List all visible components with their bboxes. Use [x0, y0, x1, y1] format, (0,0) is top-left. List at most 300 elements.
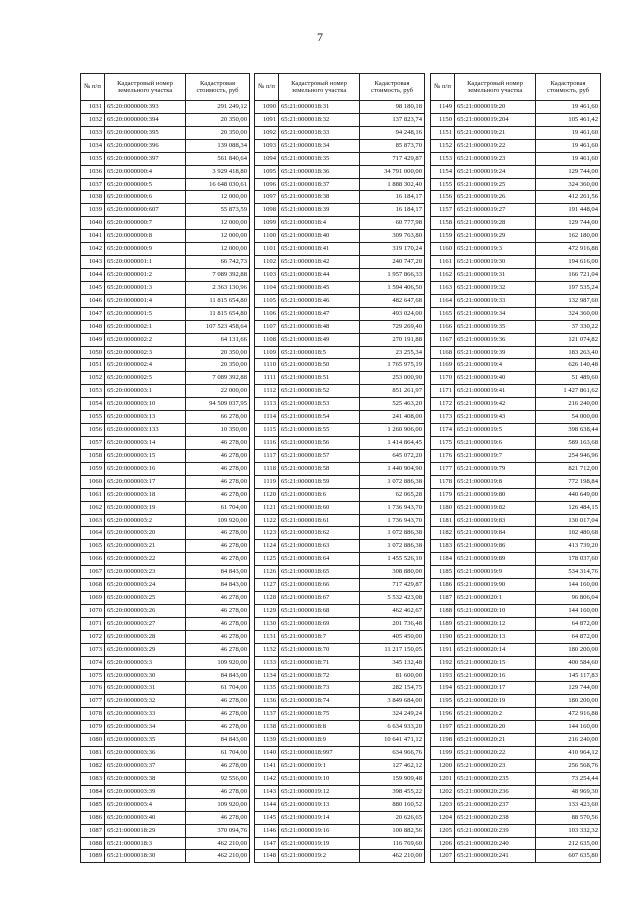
row-number: 1204: [431, 811, 455, 824]
cadastral-number: 65:21:0000019:22: [455, 139, 536, 152]
table-row: [431, 747, 601, 760]
cadastral-number: 65:20:0000003:133: [105, 424, 186, 437]
row-number: 1035: [81, 152, 105, 165]
table-row: [81, 527, 250, 540]
row-number: 1045: [81, 281, 105, 294]
table-row: [431, 204, 601, 217]
table-row: [255, 760, 425, 773]
cadastral-value: 46 278,00: [186, 527, 250, 540]
table-row: [81, 307, 250, 320]
cadastral-value: 1 957 866,33: [360, 268, 425, 281]
row-number: 1042: [81, 243, 105, 256]
cadastral-value: 94 248,16: [360, 126, 425, 139]
row-number: 1100: [255, 230, 279, 243]
cadastral-value: 60 777,98: [360, 217, 425, 230]
table-row: [255, 656, 425, 669]
cadastral-value: 772 198,84: [536, 475, 601, 488]
cadastral-value: 94 509 037,95: [186, 398, 250, 411]
cadastral-number: 65:21:0000018:41: [279, 243, 360, 256]
cadastral-value: 493 024,00: [360, 307, 425, 320]
table-row: [431, 101, 601, 114]
cadastral-value: 37 330,22: [536, 320, 601, 333]
cadastral-number: 65:21:0000018:59: [279, 475, 360, 488]
table-row: [81, 501, 250, 514]
row-number: 1131: [255, 630, 279, 643]
cadastral-number: 65:21:0000019:31: [455, 268, 536, 281]
cadastral-value: 462 210,00: [186, 837, 250, 850]
cadastral-value: 253 000,90: [360, 372, 425, 385]
cadastral-value: 144 160,00: [536, 721, 601, 734]
row-number: 1129: [255, 604, 279, 617]
row-number: 1200: [431, 760, 455, 773]
cadastral-number: 65:20:0000003:21: [105, 540, 186, 553]
cadastral-number: 65:21:0000019:30: [455, 256, 536, 269]
table-row: [255, 333, 425, 346]
cadastral-value: 46 278,00: [186, 475, 250, 488]
cadastral-number: 65:21:0000019:29: [455, 230, 536, 243]
table-row: [255, 785, 425, 798]
header-cadastral-number: Кадастровый номер земельного участка: [279, 74, 360, 101]
cadastral-number: 65:21:0000018:46: [279, 294, 360, 307]
cadastral-number: 65:20:0000002:2: [105, 333, 186, 346]
cadastral-value: 212 635,00: [536, 837, 601, 850]
cadastral-number: 65:20:0000003:35: [105, 734, 186, 747]
cadastral-value: 84 843,00: [186, 579, 250, 592]
row-number: 1066: [81, 553, 105, 566]
row-number: 1117: [255, 449, 279, 462]
cadastral-number: 65:21:0000020:23: [455, 760, 536, 773]
cadastral-value: 54 000,00: [536, 411, 601, 424]
row-number: 1031: [81, 101, 105, 114]
row-number: 1046: [81, 294, 105, 307]
cadastral-number: 65:21:0000018:9: [279, 734, 360, 747]
row-number: 1173: [431, 411, 455, 424]
cadastral-value: 12 000,00: [186, 230, 250, 243]
table-row: [81, 630, 250, 643]
cadastral-number: 65:20:0000001:1: [105, 256, 186, 269]
table-row: [255, 811, 425, 824]
cadastral-value: 109 920,00: [186, 656, 250, 669]
table-row: [431, 656, 601, 669]
cadastral-value: 194 616,00: [536, 256, 601, 269]
table-row: [431, 579, 601, 592]
table-row: [431, 243, 601, 256]
row-number: 1197: [431, 721, 455, 734]
row-number: 1141: [255, 760, 279, 773]
cadastral-number: 65:21:0000019:26: [455, 191, 536, 204]
header-cadastral-value: Кадастровая стоимость, руб: [536, 74, 601, 101]
table-row: [81, 708, 250, 721]
table-row: [431, 721, 601, 734]
cadastral-value: 109 920,00: [186, 514, 250, 527]
row-number: 1180: [431, 501, 455, 514]
row-number: 1109: [255, 346, 279, 359]
cadastral-value: 46 278,00: [186, 488, 250, 501]
header-cadastral-value: Кадастровая стоимость, руб: [360, 74, 425, 101]
cadastral-value: 64 872,00: [536, 617, 601, 630]
table-row: [431, 307, 601, 320]
row-number: 1160: [431, 243, 455, 256]
row-number: 1165: [431, 307, 455, 320]
cadastral-number: 65:21:0000018:5: [279, 346, 360, 359]
cadastral-number: 65:21:0000018:71: [279, 656, 360, 669]
cadastral-value: 880 160,52: [360, 798, 425, 811]
row-number: 1079: [81, 721, 105, 734]
cadastral-number: 65:20:0000003:40: [105, 811, 186, 824]
row-number: 1110: [255, 359, 279, 372]
row-number: 1111: [255, 372, 279, 385]
row-number: 1107: [255, 320, 279, 333]
row-number: 1081: [81, 747, 105, 760]
table-row: [255, 772, 425, 785]
row-number: 1157: [431, 204, 455, 217]
table-row: [255, 385, 425, 398]
row-number: 1033: [81, 126, 105, 139]
row-number: 1088: [81, 837, 105, 850]
row-number: 1048: [81, 320, 105, 333]
cadastral-number: 65:21:0000019:20: [455, 101, 536, 114]
table-row: [431, 501, 601, 514]
cadastral-number: 65:21:0000018:45: [279, 281, 360, 294]
table-row: [431, 592, 601, 605]
cadastral-number: 65:21:0000019:34: [455, 307, 536, 320]
row-number: 1176: [431, 449, 455, 462]
cadastral-value: 462 210,00: [360, 850, 425, 863]
cadastral-value: 410 964,12: [536, 747, 601, 760]
table-row: [255, 126, 425, 139]
cadastral-number: 65:20:0000003:15: [105, 449, 186, 462]
row-number: 1112: [255, 385, 279, 398]
table-row: [81, 785, 250, 798]
cadastral-value: 46 278,00: [186, 630, 250, 643]
table-row: [431, 256, 601, 269]
table-row: [81, 256, 250, 269]
cadastral-number: 65:21:0000019:35: [455, 320, 536, 333]
cadastral-number: 65:21:0000018:61: [279, 514, 360, 527]
cadastral-number: 65:21:0000020:238: [455, 811, 536, 824]
row-number: 1178: [431, 475, 455, 488]
row-number: 1146: [255, 824, 279, 837]
cadastral-number: 65:21:0000018:54: [279, 411, 360, 424]
row-number: 1196: [431, 708, 455, 721]
row-number: 1207: [431, 850, 455, 863]
cadastral-value: 1 414 864,45: [360, 436, 425, 449]
cadastral-number: 65:20:0000003:18: [105, 488, 186, 501]
table-row: [431, 424, 601, 437]
row-number: 1136: [255, 695, 279, 708]
table-row: [255, 747, 425, 760]
table-row: [255, 139, 425, 152]
cadastral-value: 19 461,60: [536, 101, 601, 114]
cadastral-value: 607 635,80: [536, 850, 601, 863]
cadastral-number: 65:21:0000020:17: [455, 682, 536, 695]
cadastral-value: 16 648 030,61: [186, 178, 250, 191]
table-row: [81, 281, 250, 294]
cadastral-number: 65:21:0000020:239: [455, 824, 536, 837]
cadastral-value: 308 880,00: [360, 566, 425, 579]
table-row: [81, 669, 250, 682]
row-number: 1061: [81, 488, 105, 501]
row-number: 1058: [81, 449, 105, 462]
cadastral-value: 2 363 130,96: [186, 281, 250, 294]
cadastral-number: 65:21:0000019:33: [455, 294, 536, 307]
cadastral-number: 65:20:0000003:33: [105, 708, 186, 721]
cadastral-number: 65:21:0000019:12: [279, 785, 360, 798]
cadastral-value: 73 254,44: [536, 772, 601, 785]
row-number: 1127: [255, 579, 279, 592]
cadastral-value: 717 429,87: [360, 152, 425, 165]
cadastral-value: 144 160,00: [536, 604, 601, 617]
row-number: 1167: [431, 333, 455, 346]
row-number: 1059: [81, 462, 105, 475]
cadastral-value: 64 872,00: [536, 630, 601, 643]
header-cadastral-number: Кадастровый номер земельного участка: [105, 74, 186, 101]
table-row: [255, 294, 425, 307]
row-number: 1137: [255, 708, 279, 721]
cadastral-number: 65:21:0000018:31: [279, 101, 360, 114]
cadastral-value: 46 278,00: [186, 811, 250, 824]
row-number: 1171: [431, 385, 455, 398]
cadastral-number: 65:20:0000003:30: [105, 669, 186, 682]
table-row: [255, 436, 425, 449]
cadastral-value: 133 423,60: [536, 798, 601, 811]
table-row: [255, 527, 425, 540]
table-row: [431, 113, 601, 126]
cadastral-number: 65:21:0000020:236: [455, 785, 536, 798]
row-number: 1108: [255, 333, 279, 346]
table-row: [431, 617, 601, 630]
cadastral-number: 65:20:0000001:2: [105, 268, 186, 281]
cadastral-value: 126 484,15: [536, 501, 601, 514]
cadastral-value: 55 873,59: [186, 204, 250, 217]
row-number: 1125: [255, 553, 279, 566]
row-number: 1168: [431, 346, 455, 359]
row-number: 1159: [431, 230, 455, 243]
cadastral-number: 65:20:0000001:4: [105, 294, 186, 307]
table-row: [255, 721, 425, 734]
cadastral-value: 7 089 392,88: [186, 372, 250, 385]
cadastral-value: 84 843,00: [186, 566, 250, 579]
cadastral-value: 84 843,00: [186, 669, 250, 682]
cadastral-value: 256 568,76: [536, 760, 601, 773]
table-row: [255, 850, 425, 863]
table-row: [255, 359, 425, 372]
cadastral-value: 162 180,00: [536, 230, 601, 243]
row-number: 1190: [431, 630, 455, 643]
cadastral-number: 65:21:0000020:241: [455, 850, 536, 863]
cadastral-number: 65:21:0000019:28: [455, 217, 536, 230]
table-row: [81, 165, 250, 178]
table-row: [431, 398, 601, 411]
cadastral-value: 324 360,00: [536, 178, 601, 191]
table-row: [255, 798, 425, 811]
table-row: [81, 592, 250, 605]
row-number: 1077: [81, 695, 105, 708]
cadastral-number: 65:20:0000003:16: [105, 462, 186, 475]
row-number: 1086: [81, 811, 105, 824]
cadastral-value: 183 263,40: [536, 346, 601, 359]
cadastral-value: 102 480,68: [536, 527, 601, 540]
row-number: 1188: [431, 604, 455, 617]
cadastral-number: 65:21:0000019:42: [455, 398, 536, 411]
row-number: 1044: [81, 268, 105, 281]
table-row: [81, 462, 250, 475]
cadastral-number: 65:20:0000003:23: [105, 566, 186, 579]
cadastral-value: 46 278,00: [186, 449, 250, 462]
cadastral-number: 65:21:0000020:10: [455, 604, 536, 617]
cadastral-value: 46 278,00: [186, 553, 250, 566]
cadastral-number: 65:20:0000003:37: [105, 760, 186, 773]
cadastral-value: 398 638,44: [536, 424, 601, 437]
table-row: [81, 178, 250, 191]
cadastral-number: 65:21:0000018:29: [105, 824, 186, 837]
cadastral-value: 197 535,24: [536, 281, 601, 294]
cadastral-number: 65:20:0000000:393: [105, 101, 186, 114]
table-row: [431, 488, 601, 501]
cadastral-value: 626 140,48: [536, 359, 601, 372]
cadastral-number: 65:21:0000018:70: [279, 643, 360, 656]
row-number: 1060: [81, 475, 105, 488]
cadastral-number: 65:21:0000018:30: [105, 850, 186, 863]
row-number: 1118: [255, 462, 279, 475]
table-row: [431, 191, 601, 204]
table-row: [81, 579, 250, 592]
table-header-row: [255, 74, 425, 101]
cadastral-value: 121 074,82: [536, 333, 601, 346]
cadastral-number: 65:20:0000002:4: [105, 359, 186, 372]
row-number: 1039: [81, 204, 105, 217]
row-number: 1053: [81, 385, 105, 398]
cadastral-value: 81 600,00: [360, 669, 425, 682]
cadastral-number: 65:21:0000018:62: [279, 527, 360, 540]
row-number: 1093: [255, 139, 279, 152]
table-row: [431, 268, 601, 281]
cadastral-value: 462 462,67: [360, 604, 425, 617]
table-row: [81, 385, 250, 398]
row-number: 1164: [431, 294, 455, 307]
cadastral-value: 717 429,87: [360, 579, 425, 592]
cadastral-number: 65:20:0000003:19: [105, 501, 186, 514]
row-number: 1083: [81, 772, 105, 785]
table-row: [255, 566, 425, 579]
table-row: [255, 514, 425, 527]
table-row: [431, 165, 601, 178]
row-number: 1067: [81, 566, 105, 579]
cadastral-number: 65:21:0000018:56: [279, 436, 360, 449]
cadastral-number: 65:21:0000020:2: [455, 708, 536, 721]
cadastral-value: 144 160,00: [536, 579, 601, 592]
cadastral-number: 65:21:0000019:83: [455, 514, 536, 527]
table-row: [255, 501, 425, 514]
row-number: 1187: [431, 592, 455, 605]
cadastral-value: 201 736,48: [360, 617, 425, 630]
table-row: [431, 566, 601, 579]
table-row: [255, 540, 425, 553]
row-number: 1123: [255, 527, 279, 540]
table-row: [255, 604, 425, 617]
row-number: 1199: [431, 747, 455, 760]
cadastral-number: 65:20:0000003:36: [105, 747, 186, 760]
table-row: [81, 695, 250, 708]
cadastral-value: 137 823,74: [360, 113, 425, 126]
table-row: [255, 320, 425, 333]
row-number: 1139: [255, 734, 279, 747]
cadastral-value: 85 873,70: [360, 139, 425, 152]
row-number: 1089: [81, 850, 105, 863]
cadastral-value: 10 350,00: [186, 424, 250, 437]
header-cadastral-number: Кадастровый номер земельного участка: [455, 74, 536, 101]
table-row: [431, 811, 601, 824]
table-header-row: [431, 74, 601, 101]
table-row: [431, 850, 601, 863]
cadastral-value: 46 278,00: [186, 785, 250, 798]
table-row: [81, 514, 250, 527]
cadastral-value: 180 200,00: [536, 695, 601, 708]
cadastral-number: 65:21:0000018:8: [279, 721, 360, 734]
table-row: [255, 268, 425, 281]
row-number: 1074: [81, 656, 105, 669]
cadastral-number: 65:21:0000020:16: [455, 669, 536, 682]
row-number: 1092: [255, 126, 279, 139]
table-row: [255, 475, 425, 488]
cadastral-value: 98 180,18: [360, 101, 425, 114]
row-number: 1191: [431, 643, 455, 656]
row-number: 1126: [255, 566, 279, 579]
cadastral-number: 65:21:0000019:25: [455, 178, 536, 191]
cadastral-value: 634 966,76: [360, 747, 425, 760]
cadastral-value: 440 649,00: [536, 488, 601, 501]
cadastral-value: 3 929 418,80: [186, 165, 250, 178]
cadastral-value: 1 594 406,50: [360, 281, 425, 294]
table-row: [81, 359, 250, 372]
cadastral-value: 127 462,12: [360, 760, 425, 773]
row-number: 1143: [255, 785, 279, 798]
cadastral-number: 65:21:0000019:1: [279, 760, 360, 773]
table-row: [81, 126, 250, 139]
cadastral-number: 65:21:0000018:7: [279, 630, 360, 643]
cadastral-value: 16 184,17: [360, 204, 425, 217]
cadastral-number: 65:21:0000019:5: [455, 424, 536, 437]
row-number: 1184: [431, 553, 455, 566]
cadastral-number: 65:21:0000018:38: [279, 191, 360, 204]
table-row: [431, 333, 601, 346]
table-row: [431, 695, 601, 708]
row-number: 1133: [255, 656, 279, 669]
row-number: 1099: [255, 217, 279, 230]
cadastral-number: 65:21:0000020:1: [455, 592, 536, 605]
row-number: 1062: [81, 501, 105, 514]
table-row: [431, 217, 601, 230]
cadastral-value: 19 461,60: [536, 139, 601, 152]
row-number: 1195: [431, 695, 455, 708]
cadastral-value: 96 806,04: [536, 592, 601, 605]
table-row: [255, 669, 425, 682]
cadastral-value: 46 278,00: [186, 604, 250, 617]
cadastral-value: 398 455,22: [360, 785, 425, 798]
table-row: [431, 540, 601, 553]
cadastral-value: 216 240,00: [536, 734, 601, 747]
table-row: [255, 695, 425, 708]
table-header-row: [81, 74, 250, 101]
row-number: 1205: [431, 824, 455, 837]
row-number: 1162: [431, 268, 455, 281]
cadastral-number: 65:20:0000003:22: [105, 553, 186, 566]
cadastral-number: 65:20:0000002:1: [105, 320, 186, 333]
table-row: [431, 824, 601, 837]
cadastral-value: 46 278,00: [186, 540, 250, 553]
cadastral-number: 65:21:0000018:34: [279, 139, 360, 152]
cadastral-number: 65:20:0000000:4: [105, 165, 186, 178]
